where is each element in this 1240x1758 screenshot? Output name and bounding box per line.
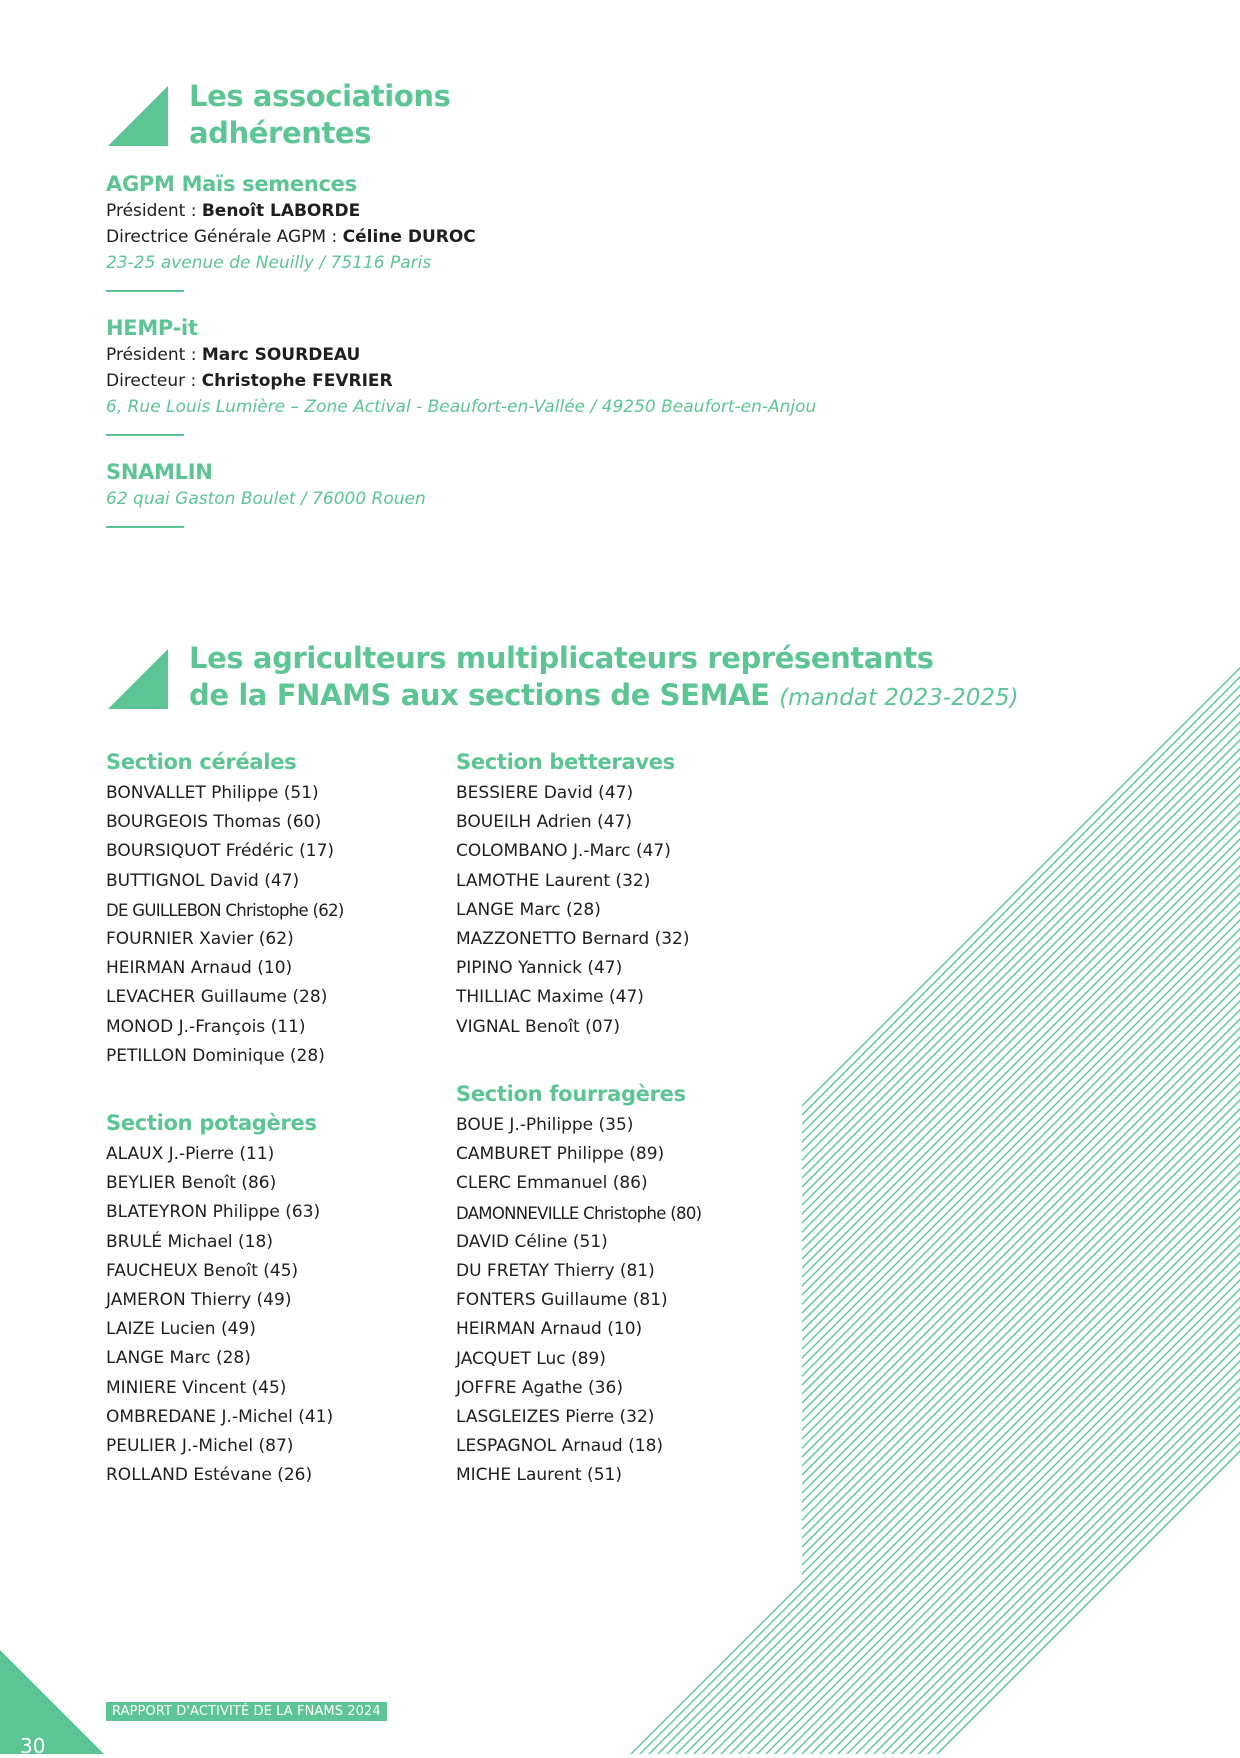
section-betteraves [456, 747, 689, 1042]
associations-list [106, 170, 1006, 550]
member-item: HEIRMAN Arnaud (10) [456, 1319, 643, 1340]
association-name: SNAMLIN [106, 460, 213, 484]
section-fourrageres [456, 1079, 701, 1491]
divider [106, 526, 184, 528]
section-potageres [106, 1108, 333, 1490]
member-item: MINIERE Vincent (45) [106, 1377, 287, 1398]
section-cereales [106, 747, 344, 1071]
association-contact [106, 342, 1006, 368]
member-item: COLOMBANO J.-Marc (47) [456, 841, 671, 862]
association-address: 62 quai Gaston Boulet / 76000 Rouen [106, 489, 426, 509]
contact-role: Directrice Générale AGPM : [106, 227, 343, 247]
member-item: BUTTIGNOL David (47) [106, 870, 300, 891]
member-item: CAMBURET Philippe (89) [456, 1144, 665, 1165]
member-item: BESSIERE David (47) [456, 783, 634, 803]
column-left-lower [106, 1108, 333, 1490]
member-item: LAIZE Lucien (49) [106, 1319, 256, 1340]
member-list [456, 779, 689, 1042]
footer-report-label: RAPPORT D'ACTIVITÉ DE LA FNAMS 2024 [106, 1702, 387, 1721]
association-name: HEMP-it [106, 316, 198, 340]
section-heading: Section fourragères [456, 1082, 686, 1106]
member-item: ALAUX J.-Pierre (11) [106, 1144, 275, 1164]
member-item: FOURNIER Xavier (62) [106, 929, 294, 950]
contact-name: Benoît LABORDE [201, 201, 361, 221]
page-number: 30 [20, 1734, 46, 1758]
member-item: LANGE Marc (28) [456, 899, 601, 920]
member-item: LAMOTHE Laurent (32) [456, 870, 651, 891]
member-item: PIPINO Yannick (47) [456, 958, 623, 979]
section-heading: Section céréales [106, 750, 297, 774]
member-item: BOUEILH Adrien (47) [456, 812, 632, 833]
title-line: Les agriculteurs multiplicateurs représentants [189, 641, 934, 675]
member-item: LESPAGNOL Arnaud (18) [456, 1436, 664, 1457]
member-item: BOUE J.-Philippe (35) [456, 1115, 634, 1135]
divider [106, 290, 184, 292]
member-list [106, 779, 344, 1071]
column-right [456, 747, 689, 1042]
section-heading: Section betteraves [456, 750, 675, 774]
mandat-label: (mandat 2023-2025) [779, 685, 1019, 711]
member-item: FONTERS Guillaume (81) [456, 1290, 668, 1311]
member-item: HEIRMAN Arnaud (10) [106, 958, 293, 979]
divider [106, 434, 184, 436]
association-block [106, 170, 1006, 292]
title-line: adhérentes [189, 116, 372, 150]
association-contact [106, 368, 1006, 394]
association-contact [106, 224, 1006, 250]
association-contact [106, 198, 1006, 224]
association-address: 23-25 avenue de Neuilly / 75116 Paris [106, 253, 432, 273]
member-item: DU FRETAY Thierry (81) [456, 1261, 655, 1282]
association-block [106, 314, 1006, 436]
member-item: PEULIER J.-Michel (87) [106, 1436, 294, 1457]
member-item: ROLLAND Estévane (26) [106, 1465, 313, 1486]
contact-role: Président : [106, 201, 202, 221]
member-item: FAUCHEUX Benoît (45) [106, 1260, 299, 1281]
association-address: 6, Rue Louis Lumière – Zone Actival - Beaufort-en-Vallée / 49250 Beaufort-en-Anjou [106, 397, 817, 417]
member-item: JAMERON Thierry (49) [106, 1290, 292, 1311]
column-right-lower [456, 1079, 701, 1491]
member-item: DAVID Céline (51) [456, 1231, 608, 1252]
member-item: DE GUILLEBON Christophe (62) [106, 900, 344, 920]
member-item: BEYLIER Benoît (86) [106, 1173, 277, 1194]
member-item: JACQUET Luc (89) [456, 1348, 606, 1369]
member-list [456, 1111, 701, 1491]
member-item: BRULÉ Michael (18) [106, 1231, 273, 1252]
member-item: BOURSIQUOT Frédéric (17) [106, 841, 335, 862]
member-item: MICHE Laurent (51) [456, 1465, 622, 1486]
corner-triangle [0, 1650, 104, 1758]
member-item: BONVALLET Philippe (51) [106, 783, 319, 803]
member-item: VIGNAL Benoît (07) [456, 1016, 621, 1037]
member-item: BLATEYRON Philippe (63) [106, 1202, 321, 1223]
section-heading: Section potagères [106, 1111, 317, 1135]
member-item: PETILLON Dominique (28) [106, 1045, 325, 1066]
column-left [106, 747, 344, 1071]
member-item: JOFFRE Agathe (36) [456, 1377, 623, 1398]
contact-role: Directeur : [106, 371, 202, 391]
contact-name: Céline DUROC [342, 227, 476, 247]
member-item: OMBREDANE J.-Michel (41) [106, 1406, 334, 1427]
member-item: LEVACHER Guillaume (28) [106, 987, 328, 1008]
association-block [106, 458, 1006, 528]
member-item: DAMONNEVILLE Christophe (80) [456, 1203, 702, 1223]
title-line: de la FNAMS aux sections de SEMAE [189, 678, 770, 712]
title-line: Les associations [189, 79, 451, 113]
association-name: AGPM Maïs semences [106, 172, 357, 196]
member-item: LANGE Marc (28) [106, 1348, 251, 1369]
member-item: CLERC Emmanuel (86) [456, 1173, 648, 1194]
contact-role: Président : [106, 345, 202, 365]
member-item: LASGLEIZES Pierre (32) [456, 1407, 655, 1428]
section-title-representants [189, 640, 1019, 717]
member-item: MONOD J.-François (11) [106, 1016, 306, 1037]
title-triangle-icon [108, 86, 168, 146]
contact-name: Marc SOURDEAU [201, 345, 361, 365]
title-triangle-icon [108, 649, 168, 709]
member-item: BOURGEOIS Thomas (60) [106, 812, 322, 833]
contact-name: Christophe FEVRIER [201, 371, 393, 391]
member-item: THILLIAC Maxime (47) [456, 987, 644, 1008]
member-item: MAZZONETTO Bernard (32) [456, 929, 690, 950]
section-title-associations [189, 78, 450, 152]
member-list [106, 1140, 333, 1490]
